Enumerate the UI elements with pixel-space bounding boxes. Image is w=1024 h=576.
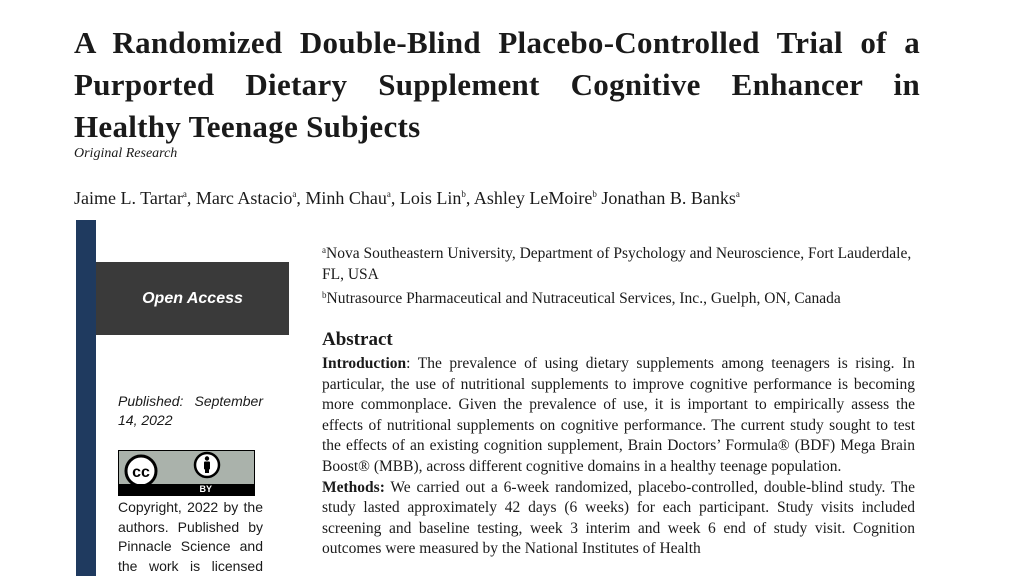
affiliation-text: Nova Southeastern University, Department of Psychology and Neuroscience, Fort Lauderdale, FL, USA	[322, 245, 912, 283]
author-name: Minh Chau	[305, 188, 387, 208]
sidebar-accent-bar	[76, 220, 96, 576]
open-access-banner: Open Access	[96, 262, 289, 335]
affiliation-marker: b	[592, 189, 597, 199]
affiliation-item	[322, 285, 922, 309]
paper-title: A Randomized Double-Blind Placebo-Controlled Trial of a Purported Dietary Supplement Cognitive Enhancer in Healthy Teenage Subjects	[74, 25, 920, 144]
abstract-body	[322, 354, 915, 560]
abstract-introduction	[322, 354, 915, 478]
abstract-heading: Abstract	[322, 329, 393, 350]
author-name: Ashley LeMoire	[473, 188, 593, 208]
author-name: Jaime L. Tartar	[74, 188, 183, 208]
author-name: Jonathan B. Banks	[601, 188, 736, 208]
author-name: Lois Lin	[399, 188, 462, 208]
affiliation-marker: a	[182, 189, 187, 199]
cc-by-license-badge[interactable]	[118, 450, 255, 496]
abstract-methods	[322, 478, 915, 560]
methods-label: Methods:	[322, 478, 385, 496]
author-name: Marc Astacio	[195, 188, 293, 208]
copyright-notice: Copyright, 2022 by the authors. Published by Pinnacle Science and the work is licensed	[118, 499, 263, 574]
license-badge-label: BY	[119, 484, 254, 495]
affiliation-text: Nutrasource Pharmaceutical and Nutraceutical Services, Inc., Guelph, ON, Canada	[326, 290, 841, 307]
author-separator: ,	[186, 188, 196, 208]
introduction-label: Introduction	[322, 355, 407, 372]
affiliation-marker: a	[322, 245, 326, 255]
cc-by-icon	[119, 451, 254, 485]
author-list	[74, 188, 740, 209]
affiliation-item	[322, 240, 922, 285]
affiliation-marker: b	[461, 189, 466, 199]
affiliation-marker: a	[735, 189, 740, 199]
affiliation-marker: b	[322, 290, 327, 300]
published-date: Published: September 14, 2022	[118, 393, 263, 428]
article-type: Original Research	[74, 146, 178, 161]
methods-text: We carried out a 6-week randomized, placebo-controlled, double-blind study. The study lasted approximately 42 days (6 weeks) for each participant. Study visits included screening and baseline testing, week 3 interim and week 6 end of study visit. Cognition outcomes were measured by the National Institutes of Health	[322, 478, 915, 558]
affiliation-marker: a	[292, 189, 297, 199]
author-separator: ,	[390, 188, 400, 208]
introduction-text: : The prevalence of using dietary supplements among teenagers is rising. In particular, the use of nutritional supplements to improve cognitive performance is becoming more commonplace. Given the prevalence of use, it is important to empirically assess the effects of nutritional supplements on cognitive performance. The current study sought to test the effects of an existing cognition supplement, Brain Doctors’ Formula® (BDF) Mega Brain Boost® (MBB), across different cognitive domains in a healthy teenage population.	[322, 355, 915, 475]
svg-text:cc: cc	[132, 464, 150, 481]
author-separator: ,	[465, 188, 474, 208]
affiliation-marker: a	[386, 189, 391, 199]
affiliations	[322, 240, 922, 309]
author-separator: ,	[296, 188, 306, 208]
